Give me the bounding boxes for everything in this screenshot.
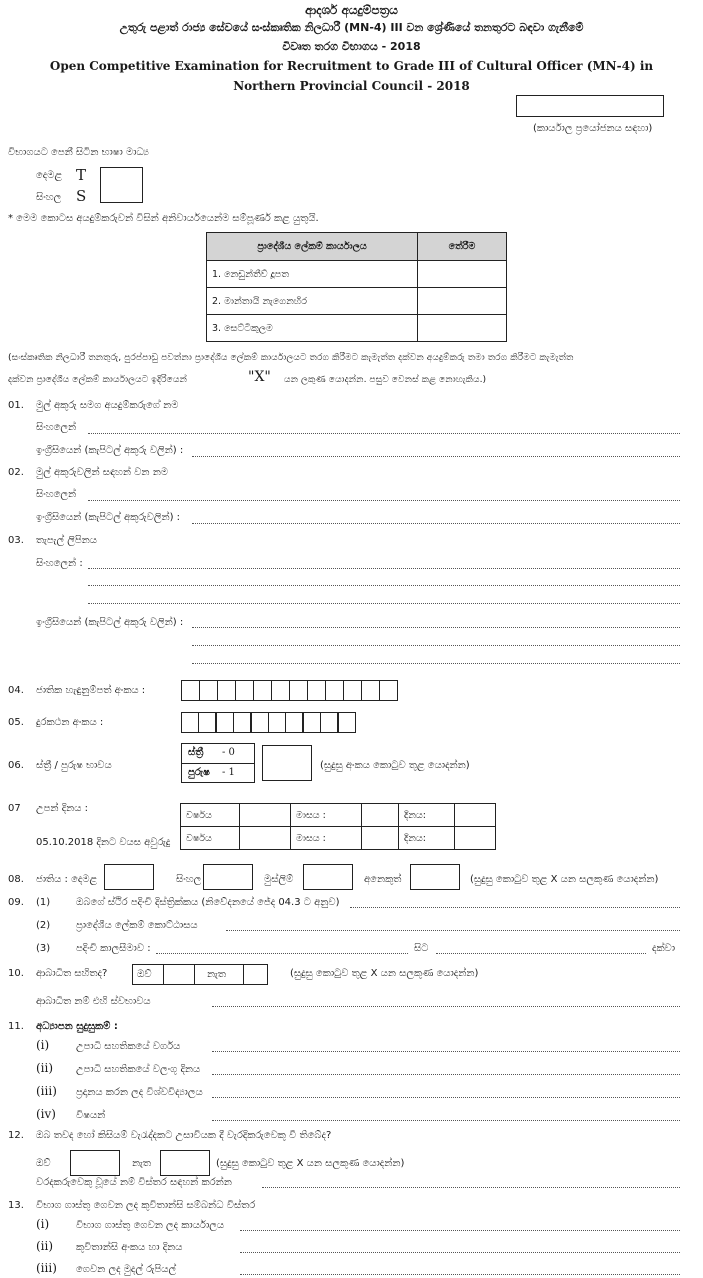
q02-english-label: ඉංග්‍රීසියෙන් (කැපිටල් අකුරුවලින්) : xyxy=(36,512,181,523)
q06-hint: (සුදුසු අංකය කොටුව තුළ යොදන්න) xyxy=(320,760,470,771)
q06-label: ස්ත්‍රී / පුරුෂ භාවය xyxy=(36,760,112,771)
instruction-line-2b: යන ලකුණ යොදන්න. පසුව වෙනස් කළ නොහැකිය.) xyxy=(284,374,487,385)
q12-label: ඔබ තවද හෝ කිසියම් වැරැද්දකට උසාවියක දී වැරදිකරුවෙකු වී තිබේද? xyxy=(36,1130,332,1141)
secretariat-row-1: 1. නෙඩුන්තීව් දූපත xyxy=(207,261,418,288)
gender-female-code: - 0 xyxy=(222,747,235,758)
phone-digit-box[interactable] xyxy=(320,712,338,733)
nic-digit-box[interactable] xyxy=(253,680,272,701)
office-use-box[interactable] xyxy=(516,95,664,117)
q03-english-field-1[interactable] xyxy=(192,627,680,628)
qualification-label: උපාධි සහතිකයේ වර්ගය xyxy=(76,1041,181,1052)
dob-year-input[interactable] xyxy=(240,804,291,827)
convicted-no-label: නැත xyxy=(132,1158,152,1169)
q09-division-field[interactable] xyxy=(226,930,680,931)
instruction-line-2a: දක්වන ප්‍රාදේශීය ලේකම් කාර්යාලයට ඉදිරියෙන් xyxy=(8,374,187,385)
q10-nature-field[interactable] xyxy=(212,1006,680,1007)
q10-label: ආබාධිත සහිතද? xyxy=(36,968,108,979)
race-muslim-box[interactable] xyxy=(303,864,353,890)
secretariat-row-2: 2. මාන්තායි නැගෙනහිර xyxy=(207,288,418,315)
receipt-field[interactable] xyxy=(240,1274,680,1275)
convicted-no-box[interactable] xyxy=(160,1150,210,1176)
q09-index-2: (2) xyxy=(36,920,51,931)
phone-digit-box[interactable] xyxy=(303,712,321,733)
secretariat-choice-2[interactable] xyxy=(418,288,507,315)
receipt-index: (i) xyxy=(36,1217,50,1231)
disabled-no-label-box xyxy=(194,964,244,985)
q11-label: අධ්‍යාපන සුදුසුකම් : xyxy=(36,1021,118,1032)
phone-digit-box[interactable] xyxy=(216,712,234,733)
q03-label: තැපැල් ලිපිනය xyxy=(36,535,97,546)
gender-input-box[interactable] xyxy=(262,745,312,781)
q13-number: 13. xyxy=(8,1200,24,1211)
q09-district-label: ඔබගේ ස්ථිර පදිංචි දිස්ත්‍රික්කය (නිවේදනයේ ජේද 04.3 ට අනුව) xyxy=(76,897,340,908)
age-year-label: වර්ෂය xyxy=(181,827,240,850)
nic-digit-box[interactable] xyxy=(181,680,200,701)
q13-label: විභාග ගාස්තු ගෙවන ලද කුවිතාන්සි සම්බන්ධ විස්තර xyxy=(36,1200,256,1211)
receipt-field[interactable] xyxy=(240,1230,680,1231)
race-tamil-box[interactable] xyxy=(104,864,154,890)
age-month-input[interactable] xyxy=(362,827,399,850)
q12-number: 12. xyxy=(8,1130,24,1141)
q05-label: දුරකථන අංකය : xyxy=(36,717,104,728)
q09-period-label: පදිංචි කාලසීමාව : xyxy=(76,943,151,954)
nic-digit-box[interactable] xyxy=(325,680,344,701)
receipt-index: (ii) xyxy=(36,1239,54,1253)
phone-digit-box[interactable] xyxy=(268,712,286,733)
q03-sinhala-label: සිංහලෙන් : xyxy=(36,558,83,569)
qualification-label: උපාධි සහතිකයේ වලංගු දිනය xyxy=(76,1064,201,1075)
convicted-yes-box[interactable] xyxy=(70,1150,120,1176)
mandatory-note: * මෙම කොටස අයදුම්කරුවන් විසින් අනිවාර්යයෙන්ම සම්පූර්ණ කළ යුතුයි. xyxy=(8,213,319,224)
secretariat-row-3: 3. සෙට්ටිකුලම xyxy=(207,315,418,342)
q12-detail-field[interactable] xyxy=(262,1187,680,1188)
nic-digit-box[interactable] xyxy=(199,680,218,701)
convicted-yes-label: ඔව් xyxy=(36,1158,51,1169)
phone-digit-box[interactable] xyxy=(338,712,356,733)
q10-hint: (සුදුසු කොටුව තුළ X යන සලකුණ යොදන්න) xyxy=(290,968,479,979)
q10-nature-label: ආබාධිත නම් එහි ස්වභාවය xyxy=(36,996,151,1007)
age-day-label: දිනය: xyxy=(399,827,455,850)
q03-sinhala-field-1[interactable] xyxy=(88,568,680,569)
q09-period-from-field[interactable] xyxy=(156,953,408,954)
q03-english-field-2[interactable] xyxy=(192,645,680,646)
phone-digit-box[interactable] xyxy=(251,712,269,733)
phone-digit-box[interactable] xyxy=(198,712,216,733)
dob-month-input[interactable] xyxy=(362,804,399,827)
q09-index-3: (3) xyxy=(36,943,51,954)
office-use-label: (කාර්යාල ප්‍රයෝජනය සඳහා) xyxy=(533,123,653,134)
nic-digit-box[interactable] xyxy=(271,680,290,701)
q01-sinhala-label: සිංහලෙන් xyxy=(36,422,77,433)
dob-day-input[interactable] xyxy=(455,804,496,827)
q07-number: 07 xyxy=(8,803,21,814)
nic-digit-box[interactable] xyxy=(235,680,254,701)
q09-district-field[interactable] xyxy=(350,907,680,908)
q04-number: 04. xyxy=(8,685,24,696)
race-sinhala-label: සිංහල xyxy=(176,874,202,885)
nic-digit-box[interactable] xyxy=(289,680,308,701)
q01-number: 01. xyxy=(8,400,24,411)
q03-english-field-3[interactable] xyxy=(192,663,680,664)
receipt-label: ගෙවන ලද මුදල් රුපියල් xyxy=(76,1264,177,1275)
receipt-label: කුවිතාන්සි අංකය හා දිනය xyxy=(76,1242,183,1253)
medium-label: විභාගයට පෙනී සිටින භාෂා මාධ්‍ය xyxy=(8,147,149,158)
q01-english-field[interactable] xyxy=(192,456,680,457)
dob-year-label: වර්ෂය xyxy=(181,804,240,827)
qualification-field[interactable] xyxy=(212,1120,680,1121)
form-subtitle-sinhala: උතුරු පළාත් රාජ්‍ය සේවයේ සංස්කෘතික නිලධාරී (MN-4) III වන ශ්‍රේණියේ තනතුරට බඳවා ගැනීමේ xyxy=(119,21,584,34)
medium-sinhala-label: සිංහල xyxy=(36,192,62,203)
disabled-yes-label: ඔව් xyxy=(137,969,152,980)
exam-name-sinhala: විවෘත තරග විභාගය - 2018 xyxy=(282,40,421,53)
q12-detail-label: වරදකරුවෙකු වූයේ නම් විස්තර සඳහන් කරන්න xyxy=(36,1177,232,1188)
disabled-yes-label-box xyxy=(132,964,164,985)
qualification-field[interactable] xyxy=(212,1097,680,1098)
q01-english-label: ඉංග්‍රීසියෙන් (කැපිටල් අකුරු වලින්) : xyxy=(36,445,184,456)
q01-label: මුල් අකුරු සමග අයදුම්කරුගේ නම xyxy=(36,400,179,411)
disabled-no-box[interactable] xyxy=(243,964,268,985)
q04-label: ජාතික හැඳුනුම්පත් අංකය : xyxy=(36,685,146,696)
q08-label: ජාතිය : දෙමළ xyxy=(36,874,98,885)
nic-digit-box[interactable] xyxy=(307,680,326,701)
q03-sinhala-field-3[interactable] xyxy=(88,603,680,604)
q07-age-label: 05.10.2018 දිනට වයස අවුරුදු xyxy=(36,837,171,848)
gender-male-label: පුරුෂ xyxy=(188,767,210,778)
q07-label: උපන් දිනය : xyxy=(36,803,88,814)
q05-number: 05. xyxy=(8,717,24,728)
phone-digit-box[interactable] xyxy=(285,712,303,733)
form-title: ආදර්ශ අයදුම්පත්‍රය xyxy=(305,3,398,17)
phone-digit-box[interactable] xyxy=(233,712,251,733)
q02-sinhala-label: සිංහලෙන් xyxy=(36,489,77,500)
exam-name-english-line2: Northern Provincial Council - 2018 xyxy=(233,79,470,93)
medium-tamil-label: දෙමළ xyxy=(36,170,63,181)
qualification-index: (iii) xyxy=(36,1084,57,1098)
q09-to-label: දක්වා xyxy=(652,943,676,954)
q12-hint: (සුදුසු කොටුව තුළ X යන සලකුණ යොදන්න) xyxy=(216,1158,405,1169)
qualification-index: (ii) xyxy=(36,1061,54,1075)
q08-number: 08. xyxy=(8,874,24,885)
medium-input-box[interactable] xyxy=(100,167,143,203)
race-other-label: අනෙකුත් xyxy=(364,874,402,885)
q02-label: මුල් අකුරුවලින් සඳහන් වන නම xyxy=(36,467,169,478)
q06-number: 06. xyxy=(8,760,24,771)
exam-name-english-line1: Open Competitive Examination for Recruitment to Grade III of Cultural Officer (MN-4) in xyxy=(49,59,654,73)
q02-number: 02. xyxy=(8,467,24,478)
dob-table xyxy=(180,803,496,850)
race-sinhala-box[interactable] xyxy=(203,864,253,890)
q09-from-label: සිට xyxy=(414,943,429,954)
q03-english-label: ඉංග්‍රීසියෙන් (කැපිටල් අකුරු වලින්) : xyxy=(36,617,184,628)
disabled-yes-box[interactable] xyxy=(163,964,195,985)
q09-division-label: ප්‍රාදේශීය ලේකම් කොට්ඨාසය xyxy=(76,920,198,931)
q03-sinhala-field-2[interactable] xyxy=(88,585,680,586)
q09-period-to-field[interactable] xyxy=(436,953,646,954)
qualification-field[interactable] xyxy=(212,1074,680,1075)
dob-month-label: මාසය : xyxy=(291,804,362,827)
q03-number: 03. xyxy=(8,535,24,546)
q08-hint: (සුදුසු කොටුව තුළ X යන සලකුණ යොදන්න) xyxy=(470,874,659,885)
nic-digit-box[interactable] xyxy=(379,680,398,701)
race-other-box[interactable] xyxy=(410,864,460,890)
receipt-label: විභාග ගාස්තු ගෙවන ලද කාර්යාලය xyxy=(76,1220,225,1231)
nic-digit-box[interactable] xyxy=(217,680,236,701)
q02-english-field[interactable] xyxy=(192,523,680,524)
q09-index-1: (1) xyxy=(36,897,51,908)
instruction-line-1: (සංස්කෘතික නිලධාරී තනතුරු, පුරප්පාඩු පවත්නා ප්‍රාදේශීය ලේකම් කාර්යාලයට තරග කිරීමට කැමැත්ත දක්වන අයදුම්කරු තමා තරග කිරීමට කැමැත්ත xyxy=(8,352,574,363)
secretariat-choice-3[interactable] xyxy=(418,315,507,342)
secretariat-table xyxy=(206,232,507,342)
table-header-office: ප්‍රාදේශීය ලේකම් කාර්යාලය xyxy=(207,233,418,261)
q11-number: 11. xyxy=(8,1021,24,1032)
qualification-label: ප්‍රදානය කරන ලද විශ්වවිද්‍යාලය xyxy=(76,1087,203,1098)
race-muslim-label: මුස්ලිම් xyxy=(264,874,294,885)
instruction-x-mark: "X" xyxy=(248,369,271,385)
nic-digit-box[interactable] xyxy=(361,680,380,701)
age-year-input[interactable] xyxy=(240,827,291,850)
gender-codes-box xyxy=(181,743,255,783)
qualification-index: (i) xyxy=(36,1038,50,1052)
qualification-field[interactable] xyxy=(212,1051,680,1052)
phone-digit-box[interactable] xyxy=(181,712,199,733)
nic-digit-box[interactable] xyxy=(343,680,362,701)
age-month-label: මාසය : xyxy=(291,827,362,850)
receipt-field[interactable] xyxy=(240,1252,680,1253)
qualification-index: (iv) xyxy=(36,1107,56,1121)
medium-sinhala-code: S xyxy=(76,187,87,205)
q02-sinhala-field[interactable] xyxy=(88,500,680,501)
q01-sinhala-field[interactable] xyxy=(88,433,680,434)
dob-day-label: දිනය: xyxy=(399,804,455,827)
q09-number: 09. xyxy=(8,897,24,908)
secretariat-choice-1[interactable] xyxy=(418,261,507,288)
table-header-choice: තේරීම xyxy=(418,233,507,261)
receipt-index: (iii) xyxy=(36,1261,57,1275)
gender-male-code: - 1 xyxy=(222,767,235,778)
disabled-no-label: නැත xyxy=(207,969,227,980)
q10-number: 10. xyxy=(8,968,24,979)
qualification-label: විෂයන් xyxy=(76,1110,106,1121)
age-day-input[interactable] xyxy=(455,827,496,850)
medium-tamil-code: T xyxy=(76,166,87,184)
gender-female-label: ස්ත්‍රී xyxy=(188,747,204,758)
